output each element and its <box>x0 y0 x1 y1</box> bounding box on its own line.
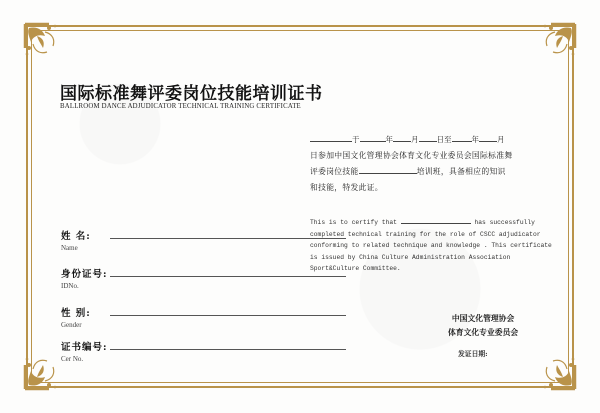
issuing-organization: 中国文化管理协会 体育文化专业委员会 <box>448 314 519 337</box>
certificate-subtitle: BALLROOM DANCE ADJUDICATOR TECHNICAL TRAINING CERTIFICATE <box>60 103 301 110</box>
certificate-title: 国际标准舞评委岗位技能培训证书 <box>60 84 323 104</box>
certificate-number-input-line[interactable] <box>110 349 346 350</box>
training-date-line: 于 年 月 日至 年 月 <box>310 133 560 145</box>
id-number-field[interactable] <box>61 266 291 290</box>
english-name-blank[interactable] <box>401 215 471 224</box>
course-blank[interactable] <box>359 165 417 174</box>
english-statement: This is to certify that has successfully completed technical training for the role of CSCC adjudicator conforming to related technique and knowledge . This certificate is issued by China Culture Administration Association Sport&Culture Committee. <box>310 215 558 275</box>
corner-ornament-top-right <box>533 22 577 66</box>
certificate-number-label: 证书编号: <box>61 342 108 353</box>
certificate-number-label-en: Cer No. <box>61 355 84 363</box>
date-blank[interactable] <box>310 133 352 142</box>
gender-label-en: Gender <box>61 321 82 329</box>
gender-input-line[interactable] <box>110 315 346 316</box>
id-number-label-en: IDNo. <box>61 282 79 290</box>
issue-date-label: 发证日期: <box>458 350 488 358</box>
gender-field[interactable] <box>61 305 291 329</box>
name-label-en: Name <box>61 244 78 252</box>
corner-ornament-bottom-right <box>533 347 577 391</box>
name-label: 姓 名: <box>61 231 91 242</box>
name-field[interactable] <box>61 228 291 252</box>
id-number-input-line[interactable] <box>110 276 346 277</box>
certificate-number-field[interactable] <box>61 339 291 363</box>
corner-ornament-top-left <box>23 22 67 66</box>
id-number-label: 身份证号: <box>61 269 108 280</box>
chinese-statement: 日参加中国文化管理协会体育文化专业委员会国际标准舞 评委岗位技能 培训班，具备相应的知识 和技能，特发此证。 <box>310 151 513 192</box>
gender-label: 性 别: <box>61 308 91 319</box>
